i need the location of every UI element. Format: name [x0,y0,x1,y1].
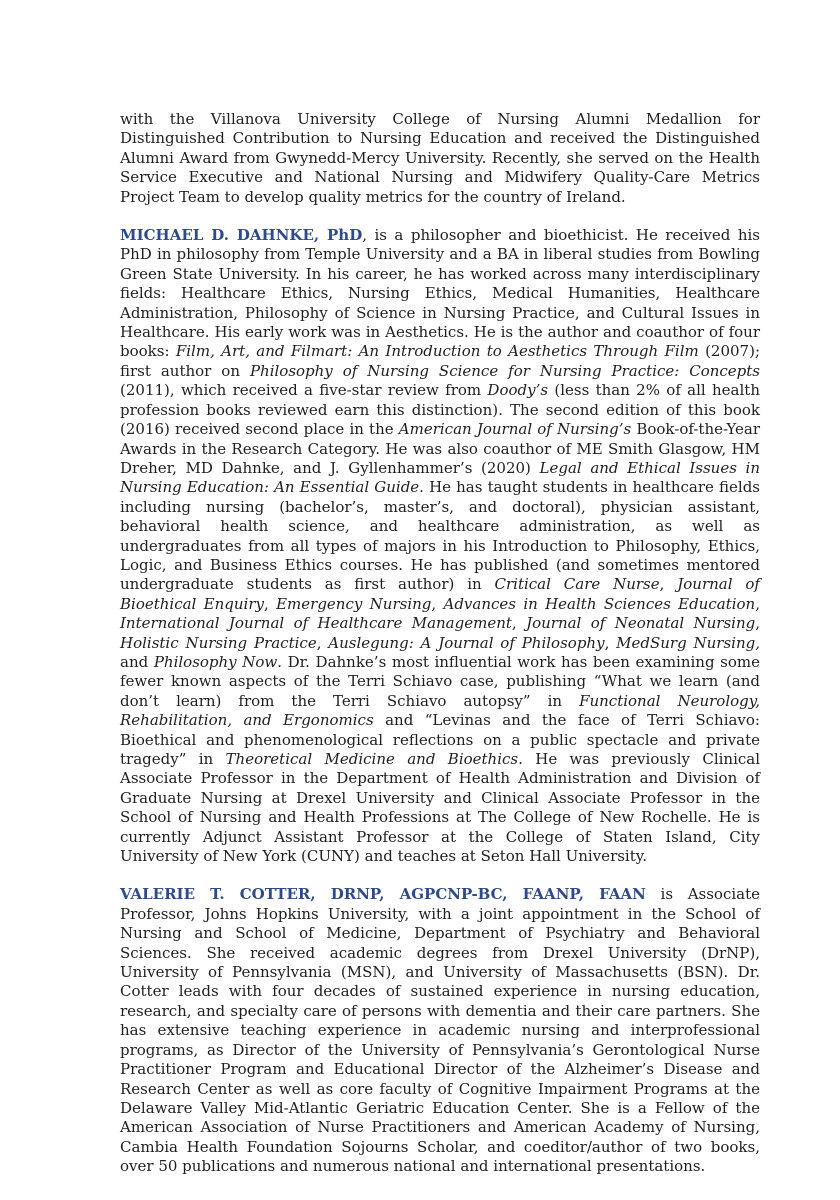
bio-text: , [659,575,678,594]
journal-title: Theoretical Medicine and Bioethics [225,750,519,768]
journal-title: Auslegung: A Journal of Philosophy [328,633,605,652]
journal-title: Journal of Neonatal Nursing [526,614,756,633]
bio-text: Book-of-the-Year Awards in the Research Category. He was also coauthor of ME Smith Glasgow, HM Dreher, MD Dahnke, and J. Gyllenhammer’s (2020) [120,420,761,477]
bio-paragraph-cotter [120,885,760,1176]
bio-text: , [316,633,329,652]
bio-text: , [755,614,761,633]
bio-text: is Associate Professor, Johns Hopkins University, with a joint appointment in the School of Nursing and School of Medicine, Department of Psychiatry and Behavioral Sciences. She received academic degrees from Drexel University (DrNP), University of Pennsylvania (MSN), and University of Massachusetts (BSN). Dr. Cotter leads with four decades of sustained experience in nursing education, research, and specialty care of persons with dementia and their care partners. She has extensive teaching experience in academic nursing and interprofessional programs, as Director of the University of Pennsylvania’s Gerontological Nurse Practitioner Program and Educational Director of the Alzheimer’s Disease and Research Center as well as core faculty of Cognitive Impairment Programs at the Delaware Valley Mid-Atlantic Geriatric Education Center. She is a Fellow of the American Association of Nurse Practitioners and American Academy of Nursing, Cambia Health Foundation Sojourns Scholar, and coeditor/author of two books, over 50 publications and numerous national and international presentations. [120,885,760,1176]
publication-title: Doody’s [487,381,549,400]
bio-paragraph-dahnke [120,226,760,866]
journal-title: Journal of Bioethical Enquiry [120,575,760,613]
bio-text: and [120,652,154,671]
bio-text: , [511,614,527,633]
book-title: Film, Art, and Filmart: An Introduction to Aesthetics Through Film [175,342,699,361]
journal-title: International Journal of Healthcare Management [120,614,512,633]
bio-text: , is a philosopher and bioethicist. He received his PhD in philosophy from Temple University and a BA in liberal studies from Bowling Green State University. In his career, he has worked across many interdisciplinary fields: Healthcare Ethics, Nursing Ethics, Medical Humanities, Healthcare Administration, Philosophy of Science in Nursing Practice, and Cultural Issues in Healthcare. His early work was in Aesthetics. He is the author and coauthor of four books: [120,226,760,361]
book-title: Philosophy of Nursing Science for Nursing Practice: Concepts [249,361,761,380]
bio-text: He has taught students in healthcare fields including nursing (bachelor’s, master’s, and doctoral), physician assistant, behavioral health science, and healthcare administration, as well as undergraduates from all types of majors in his Introduction to Philosophy, Ethics, Logic, and Business Ethics courses. He has published (and sometimes mentored undergraduate students as first author) in [120,478,761,594]
bio-text: (2007); first author on [120,342,760,380]
author-name: MICHAEL D. DAHNKE, PhD [120,226,363,245]
journal-title: Functional Neurology, Rehabilitation, and Ergonomics [120,691,761,730]
bio-text: (less than 2% of all health profession books reviewed earn this distinction). The second edition of this book (2016) received second place in the [120,381,760,439]
bio-paragraph-continued [120,110,760,207]
bio-text: , [431,594,444,613]
journal-title: MedSurg Nursing, [616,633,761,652]
journal-title: Critical Care Nurse [494,575,660,594]
bio-text: . Dr. Dahnke’s most influential work has been examining some fewer known aspects of the Terri Schiavo case, publishing “What we learn (and don’t learn) from the Terri Schiavo autopsy” in [120,652,760,710]
journal-title: Emergency Nursing [276,594,432,613]
author-name: VALERIE T. COTTER, DRNP, AGPCNP-BC, FAANP, FAAN [120,885,646,904]
journal-title: Philosophy Now [153,652,278,671]
bio-text: , [264,594,277,613]
journal-title: Holistic Nursing Practice [120,633,317,652]
bio-text: with the Villanova University College of Nursing Alumni Medallion for Distinguished Contribution to Nursing Education and received the Distinguished Alumni Award from Gwynedd-Mercy University. Recently, she served on the Health Service Executive and National Nursing and Midwifery Quality-Care Metrics Project Team to develop quality metrics for the country of Ireland. [120,110,760,206]
journal-title: Advances in Health Sciences Education [443,594,756,613]
publication-title: American Journal of Nursing’s [398,420,632,439]
bio-text: . He was previously Clinical Associate Professor in the Department of Health Administration and Division of Graduate Nursing at Drexel University and Clinical Associate Professor in the School of Nursing and Health Professions at The College of New Rochelle. He is currently Adjunct Assistant Professor at the College of Staten Island, City University of New York (CUNY) and teaches at Seton Hall University. [120,750,761,866]
book-title: Legal and Ethical Issues in Nursing Education: An Essential Guide. [120,458,760,497]
bio-text: , [604,633,617,652]
bio-text: , [755,594,760,613]
bio-text: and “Levinas and the face of Terri Schiavo: Bioethical and phenomenological reflections on a public spectacle and private tragedy” in [120,711,760,768]
bio-text: (2011), which received a five-star review from [120,381,488,400]
page-body [120,110,760,1196]
